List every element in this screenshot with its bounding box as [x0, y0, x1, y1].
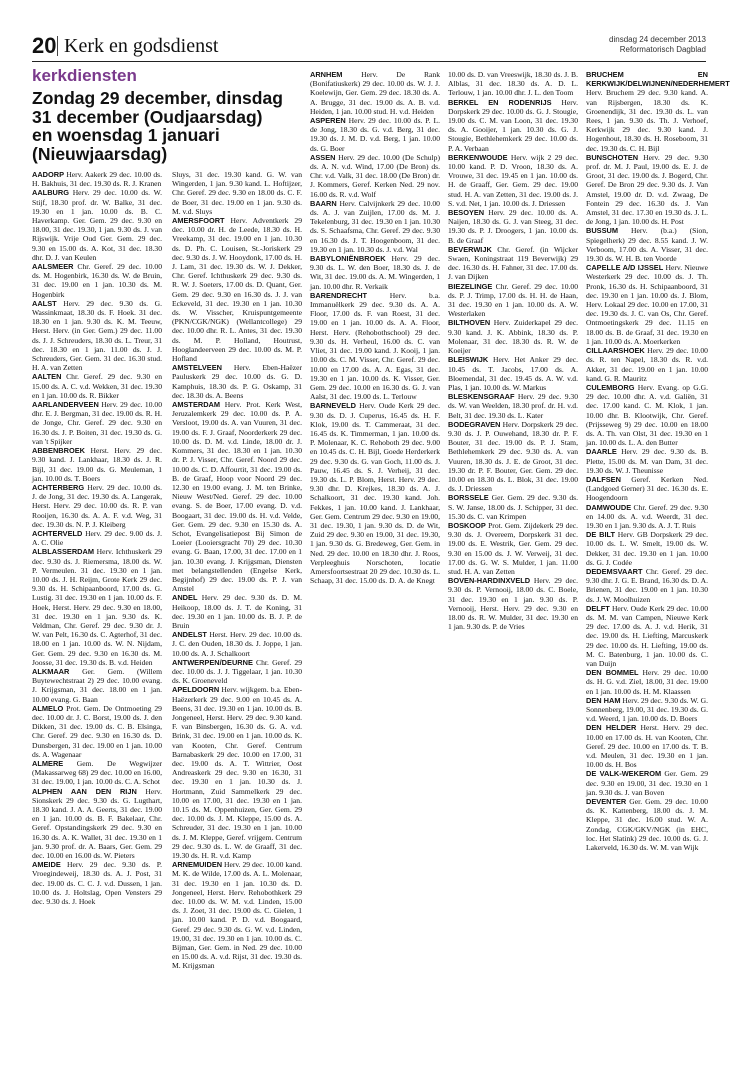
- place-name: CULEMBORG: [586, 382, 635, 392]
- church-listing: [586, 567, 708, 604]
- church-listing: [448, 493, 578, 521]
- place-name: ACHTERBERG: [32, 482, 85, 492]
- place-name: DELFT: [586, 603, 610, 613]
- church-listing: [448, 70, 578, 98]
- church-listing: [32, 262, 162, 299]
- church-listing: [586, 797, 708, 852]
- service-details: Herv. 29 dec. 10.00 ds. W. Stijf, 18.30 prof. dr. W. Balke, 31 dec. 19.30 en 1 jan. 10.00 ds. B. C. Haverkamp. Ger. Gem. 29 dec. 9.30 en 18.00, 31 dec. 19.30, 1 jan. 9.30 ds. J. van Rijswijk. Vrije Oud Ger. Gem. 29 dec. 9.30 en 15.00 ds. A. Kot, 31 dec. 18.30 dhr. D. J. van Keulen: [32, 188, 162, 262]
- service-details: Herv. Dorpskerk 29 dec. 10.00 ds. G. J. Stougie, 19.00 ds. C. M. van Loon, 31 dec. 19.30 ds. A. Gooijer, 1 jan. 10.30 ds. G. J. Stougie, Bethlehemkerk 29 dec. 10.00 ds. P. A. Verbaan: [448, 97, 579, 153]
- place-name: ALPHEN AAN DEN RIJN: [32, 786, 137, 796]
- place-name: BAARN: [310, 198, 337, 208]
- service-details: Chr. Geref. 29 dec. 9.30 en 14.00 ds. A. v.d. Weerdt, 31 dec. 19.30 en 1 jan. 9.30 ds. A. J. T. Ruis: [586, 502, 708, 530]
- masthead-meta: [609, 35, 706, 55]
- place-name: ALKMAAR: [32, 666, 70, 676]
- place-name: AMERSFOORT: [172, 216, 225, 226]
- service-details: Sluys, 31 dec. 19.30 kand. G. W. van Wingerden, 1 jan. 9.30 kand. L. Hoftijzer, Chr. Geref. 29 dec. 9.30 en 18.00 ds. C. F. de Boer, 31 dec. 19.00 en 1 jan. 9.30 ds. M. v.d. Sluys: [172, 170, 302, 216]
- place-name: ALMELO: [32, 703, 64, 713]
- church-listing: [172, 630, 302, 658]
- service-details: Herv. Bruchem 29 dec. 9.30 kand. A. van Rijsbergen, 18.30 ds. K. Groenendijk, 31 dec. 19.30 ds. L. van Rees, 1 jan. 9.30 ds. Th. J. Verhoef, Kerkwijk 29 dec. 9.30 kand. J. Hogenhout, 18.30 ds. H. Roseboom, 31 dec. 19.30 ds. C. H. Bijl: [586, 88, 708, 153]
- place-name: ASSEN: [310, 152, 336, 162]
- church-listing: [448, 153, 578, 208]
- place-name: DAMWOUDE: [586, 502, 632, 512]
- church-listing: [32, 759, 162, 787]
- service-details: Herv. 29 dec. 9.30 ds. W. van Weelden, 18.30 prof. dr. H. v.d. Belt, 31 dec. 19.30 ds. L. Kater: [448, 392, 578, 420]
- church-listing: [586, 226, 708, 263]
- church-listing: [586, 70, 730, 153]
- church-listing: [172, 170, 302, 216]
- service-details: Herst. Herv. 29 dec. 10.00 ds. J. C. den Ouden, 18.30 ds. J. Joppe, 1 jan. 10.00 ds. A. J. Schalkoort: [172, 630, 302, 658]
- service-details: Herv. 29 dec. 10.00 dhr. E. J. Bergman, 31 dec. 19.00 ds. R. H. de Jonge, Chr. Geref. 29 dec. 9.30 en 16.30 ds. J. P. Boiten, 31 dec. 19.30 ds. G. van 't Spijker: [32, 400, 162, 446]
- place-name: BOVEN-HARDINXVELD: [448, 576, 531, 586]
- church-listing: [310, 116, 440, 153]
- church-listing: [172, 860, 302, 970]
- church-listing: [310, 70, 440, 116]
- place-name: AALST: [32, 298, 57, 308]
- service-details: Herv. 29 dec. 10.00 ds. J. de Jong, 31 dec. 19.30 ds. A. Langerak, Herst. Herv. 29 dec. 10.00 ds. R. P. van Rooijen, 16.30 ds. A. A. F. v.d. Weg, 31 dec. 19.30 ds. N. P. J. Kleiberg: [32, 482, 162, 529]
- church-listing: [586, 503, 708, 531]
- church-listing: [310, 401, 440, 585]
- place-name: AARLANDERVEEN: [32, 400, 99, 410]
- church-listing: [32, 299, 162, 373]
- page-number: 20: [32, 33, 57, 58]
- church-listing: [448, 98, 578, 153]
- masthead-rule: [32, 61, 706, 62]
- service-details: Ger. Gem. 29 dec. 9.30 ds. S. W. Janse, 18.00 ds. J. Schipper, 31 dec. 15.30 ds. C. van Krimpen: [448, 493, 579, 521]
- service-details: Herv. 29 dec. 9.30 ds. L. W. den Boer, 18.30 ds. J. de Wit, 31 dec. 19.00 ds. A. M. Wingerden, 1 jan. 10.00 dhr. R. Verkaik: [310, 254, 440, 291]
- church-listing: [32, 860, 162, 906]
- listing-column-5: [586, 70, 730, 853]
- service-details: Herv. Nieuwe Westerkerk 29 dec. 10.00 ds. J. Th. Pronk, 16.30 ds. H. Schipaanboord, 31 dec. 19.30 en 1 jan. 10.00 ds. J. Blom, Herv. Lokaal 29 dec. 10.00 en 17.00, 31 dec. 19.30 ds. J. C. van Os, Chr. Geref. Ontmoetingskerk 29 dec. 11.15 en 18.00 ds. B. de Graaf, 31 dec. 19.30 en 1 jan. 10.00 ds. A. Moerkerken: [586, 263, 708, 346]
- place-name: DEDEMSVAART: [586, 566, 643, 576]
- church-listing: [448, 392, 578, 420]
- service-details: Chr. Geref. 29 dec. 10.00 ds. J. J. Tiggelaar, 1 jan. 10.30 ds. K. Groeneveld: [172, 657, 302, 686]
- service-details: Herv. Eben-Haëzer Pauluskerk 29 dec. 10.00 ds. G. D. Kamphuis, 18.30 ds. P. G. Oskamp, 31 dec. 18.30 ds. A. Beens: [172, 363, 302, 400]
- place-name: AMSTERDAM: [172, 400, 221, 410]
- church-listing: [32, 372, 162, 400]
- place-name: ANDELST: [172, 630, 207, 640]
- service-details: Herst. Herv. 29 dec. 10.00 en 17.00 ds. H. van Kooten, Chr. Geref. 29 dec. 10.00 en 17.00 ds. T. B. v.d. Meulen, 31 dec. 19.30 en 1 jan. 10.00 ds. H. Bos: [586, 723, 708, 770]
- service-details: Chr. Geref. (in Wijcker Swaen, Koningstraat 119 Beverwijk) 29 dec. 16.30 ds. H. Fahner, 31 dec. 17.00 ds. J. van Dijken: [448, 244, 578, 282]
- place-name: ALBLASSERDAM: [32, 547, 94, 557]
- service-details: Herv. 29 dec. 9.30 ds. P. Vroegindeweij, 18.30 ds. A. J. Post, 31 dec. 19.00 ds. C. C. J. v.d. Dussen, 1 jan. 10.00 ds. J. Holtslag, Open Vensters 29 dec. 9.30 ds. J. Hoek: [32, 860, 162, 907]
- service-details: Herv. 29 dec. 9.30 prof. dr. M. J. Paul, 19.00 ds. E. J. de Groot, 31 dec. 19.00 ds. J. Bogerd, Chr. Geref. De Bron 29 dec. 9.30 ds. J. Van Amstel, 19.00 dr. D. v.d. Zwaag, De Fontein 29 dec. 16.30 ds. J. Van Amstel, 31 dec. 17.30 en 19.30 ds. J. L. de Jong, 1 jan. 10.00 ds. H. Post: [586, 152, 708, 227]
- place-name: ANTWERPEN/DEURNE: [172, 657, 253, 667]
- church-listing: [448, 318, 578, 355]
- church-listing: [32, 188, 162, 262]
- service-details: Herv. 29 dec. 9.00 ds. J. A. C. Olie: [32, 528, 162, 548]
- service-details: Herv. 29 dec. 10.00 kand. M. K. de Wilde, 17.00 ds. A. L. Molenaar, 31 dec. 19.30 en 1 jan. 10.30 ds. D. Jongeneel, Herst. Herv. Rehobothkerk 29 dec. 10.00 ds. W. M. v.d. Linden, 15.00 ds. J. Zoet, 31 dec. 19.00 ds. C. Gielen, 1 jan. 10.00 kand. P. D. v.d. Boogaard, Geref. 29 dec. 9.30 ds. G. W. v.d. Linden, 19.00, 31 dec. 19.30 en 1 jan. 10.00 ds. C. Bijman, Ger. Gem. in Ned. 29 dec. 10.00 en 15.00 ds. A. v.d. Rijst, 31 dec. 19.30 ds. M. Krijgsman: [172, 860, 302, 971]
- service-details: Herv. Calvijnkerk 29 dec. 10.00 ds. A. J. van Zuijlen, 17.00 ds. M. J. Tekelenburg, 31 dec. 19.30 en 1 jan. 10.30 ds. S. Schaafsma, Chr. Geref. 29 dec. 9.30 en 16.30 ds. J. T. Hoogenboom, 31 dec. 19.30 en 1 jan. 10.30 ds. J. v.d. Wal: [310, 198, 440, 254]
- place-name: DE VALK-WEKEROM: [586, 769, 662, 779]
- place-name: BILTHOVEN: [448, 318, 491, 328]
- church-listing: [172, 593, 302, 630]
- place-name: BUSSUM: [586, 226, 619, 236]
- church-listing: [32, 446, 162, 483]
- church-listing: [586, 475, 708, 503]
- service-details: Herv. (b.a.) (Sion, Spiegelherk) 29 dec. 8.55 kand. J. W. Verboom, 17.00 ds. A. Visser, 31 dec. 19.30 ds. W. H. B. ten Voorde: [586, 226, 708, 264]
- service-details: Herv. 29 dec. 9.30 ds. W. G. Sonnenberg, 19.00, 31 dec. 19.30 ds. G. v.d. Weerd, 1 jan. 10.00 ds. D. Boers: [586, 695, 708, 724]
- service-details: Prot. Gem. De Ontmoeting 29 dec. 10.00 dr. J. C. Borst, 19.00 ds. J. den Dikken, 31 dec. 19.00 ds. C. B. Elsinga, Chr. Geref. 29 dec. 9.30 en 16.30 ds. D. Dunsbergen, 31 dec. 19.00 en 1 jan. 10.00 ds. A. Wagenaar: [32, 703, 162, 759]
- place-name: DEN HAM: [586, 695, 621, 705]
- church-listing: [586, 447, 708, 475]
- service-details: Herv. 29 dec. 9.30 ds. B. Plette, 15.00 ds. M. van Dam, 31 dec. 19.30 ds. W. J. Theunisse: [586, 447, 708, 475]
- service-details: Ger. Gem. 29 dec. 10.00 ds. K. Kattenberg, 18.00 ds. J. M. Kleppe, 31 dec. 16.00 stud. W. A. Zondag, CGK/GKV/NGK (in EHC, loc. Het Slatink) 29 dec. 10.00 ds. G. J. Lakerveld, 16.30 ds. W. M. van Wijk: [586, 797, 709, 853]
- service-details: Herv. Sionskerk 29 dec. 9.30 ds. G. Lugthart, 18.30 kand. J. A. A. Geerts, 31 dec. 19.00 en 1 jan. 10.00 ds. B. F. Bakelaar, Chr. Geref. Opstandingskerk 29 dec. 9.30 en 16.30 ds. A. K. Wallet, 31 dec. 19.30 en 1 jan. 9.30 prof. dr. A. Baars, Ger. Gem. 29 dec. 10.00 en 16.00 ds. W. Pieters: [32, 786, 162, 861]
- service-details: Herv. 29 dec. 10.00 ds. H. G. v.d. Ziel, 18.00, 31 dec. 19.00 en 1 jan. 10.00 ds. H. M. Klaassen: [586, 668, 708, 696]
- church-listing: [586, 530, 708, 567]
- church-listing: [586, 668, 708, 696]
- place-name: DEVENTER: [586, 797, 627, 807]
- church-listing: [32, 547, 162, 667]
- place-name: DALFSEN: [586, 474, 621, 484]
- church-listing: [586, 263, 708, 346]
- service-details: Chr. Geref. 29 dec. 9.30 en 15.00 ds. A. C. v.d. Wekken, 31 dec. 19.30 en 1 jan. 10.00 ds. R. Bikker: [32, 372, 162, 400]
- section-title: Kerk en godsdienst: [64, 35, 219, 57]
- place-name: BORSSELE: [448, 493, 489, 503]
- place-name: CAPELLE A/D IJSSEL: [586, 263, 664, 273]
- place-name: APELDOORN: [172, 685, 220, 695]
- service-details: Herv. Oude Kerk 29 dec. 9.30 ds. D. J. Cuperus, 16.45 ds. H. F. Klok, 19.00 ds. T. Cammeraat, 31 dec. 16.45 ds. K. Timmerman, 1 jan. 10.00 ds. P. Molenaar, K. C. Rehoboth 29 dec. 9.00 en 10.45 ds. C. H. Bijl, Goede Herderkerk 29 dec. 9.30 ds. G. van Goch, 11.00 ds. J. Pauw, 16.45 ds. S. J. Verheij, 31 dec. 19.30 ds. L. P. Blom, Herst. Herv. 29 dec. 9.30 dhr. D. Krejkes, 18.30 ds. A. J. Schalkoort, 31 dec. 19.30 kand. Joh. Fekkes, 1 jan. 10.00 kand. J. Lankhaar, Ger. Gem. Centrum 29 dec. 9.30 en 19.00, 31 dec. 19.30, 1 jan. 9.30 ds. D. de Wit, Zuid 29 dec. 9.30 en 19.00, 31 dec. 19.30, 1 jan. 9.30 ds. G. Bredeweg, Ger. Gem. in Ned. 29 dec. 10.00 en 18.30 dhr. J. Roos, Verpleeghuis Norschoten, locatie Amersfoortsestraat 20 29 dec. 10.30 ds. L. Schaap, 31 dec. 15.00 ds. D. A. de Knegt: [310, 401, 440, 586]
- place-name: DEN BOMMEL: [586, 668, 639, 678]
- place-name: BARNEVELD: [310, 401, 356, 411]
- service-details: Herv. De Rank (Bonifatiuskerk) 29 dec. 10.00 ds. W. J. J. Koelewijn, Ger. Gem. 29 dec. 18.30 ds. A. A. Brugge, 31 dec. 19.00 ds. A. B. v.d. Heiden, 1 jan. 10.00 stud. H. v.d. Heiden: [310, 70, 440, 116]
- church-listing: [310, 291, 440, 401]
- church-listing: [448, 208, 578, 245]
- church-listing: [586, 153, 708, 227]
- service-details: Herv. wijk 2 29 dec. 10.00 kand. P. D. Vroon, 18.30 ds. A. Vrouwe, 31 dec. 19.45 en 1 jan. 10.00 ds. H. de Graaff, Ger. Gem. 29 dec. 19.00 stud. H. A. van Zetten, 31 dec. 19.00 ds. J. S. v.d. Net, 1 jan. 10.00 ds. J. Driessen: [448, 152, 578, 208]
- service-details: Herv. wijkgem. b.a. Eben-Haëzerkerk 29 dec. 9.00 en 10.45 ds. A. Beens, 31 dec. 19.30 en 1 jan. 10.00 ds. B. Jongeneel, Herst. Herv. 29 dec. 9.30 kand. F. van Binsbergen, 16.30 ds. G. A. v.d. Brink, 31 dec. 19.00 en 1 jan. 10.00 ds. K. van Kooten, Chr. Geref. Centrum Barnabaskerk 29 dec. 10.00 en 17.00, 31 dec. 19.00 ds. A. T. Wittrier, Oost Andreaskerk 29 dec. 9.30 en 16.30, 31 dec. 19.30 en 1 jan. 10.30 ds. J. Hortmann, Zuid Sammelkerk 29 dec. 10.00 en 17.00, 31 dec. 19.30 en 1 jan. 10.15 ds. M. Oppenhuizen, Ger. Gem. 29 dec. 10.00 ds. J. M. Kleppe, 15.00 ds. A. Schreuder, 31 dec. 19.30 en 1 jan. 10.00 ds. J. M. Kleppe, Geref. vrijgem. Centrum 29 dec. 9.30 ds. L. W. de Graaff, 31 dec. 19.30 ds. H. R. v.d. Kamp: [172, 685, 302, 861]
- place-name: DAARLE: [586, 447, 617, 457]
- church-listing: [32, 400, 162, 446]
- service-details: Herv. 29 dec. 9.30 ds. G. Wassinkmaat, 18.30 ds. F. Hoek. 31 dec. 18.30 en 1 jan. 9.30 ds. K. M. Teeuw, Herst. Herv. (in Ger. Gem.) 29 dec. 11.00 ds. J. J. Schreuders, 18.30 ds. L. Treur, 31 dec. 18.30 en 1 jan. 11.00 ds. J. J. Schreuders, Ger. Gem. 31 dec. 16.30 stud. H. A. van Zetten: [32, 298, 162, 373]
- place-name: ARNHEM: [310, 70, 343, 79]
- service-details: Chr. Geref. 29 dec. 9.30 dhr. J. G. E. Brand, 16.30 ds. D. A. Brienen, 31 dec. 19.00 en 1 jan. 10.30 ds. J. W. Moolhuizen: [586, 566, 708, 604]
- service-details: Herv. Prot. Kerk West, Jeruzalemkerk 29 dec. 10.00 ds. P. A. Versloot, 19.00 ds. A. van Vuuren, 31 dec. 19.00 ds. F. J. Graaf, Noorderkerk 29 dec. 10.00 ds. D. M. v.d. Linde, 18.00 dr. J. Kommers, 31 dec. 18.30 en 1 jan. 10.30 dr. P. J. Visser, Chr. Geref. Noord 29 dec. 10.00 ds. C. D. Affourtit, 31 dec. 19.00 ds. B. de Graaf, Hoop voor Noord 29 dec. 12.30 en 19.00 evang. J. M. ten Brinke, Nieuw West/Ned. Geref. 29 dec. 10.00 evang. S. de Boer, 17.00 evang. D. v.d. Boogaart, 31 dec. 19.00 ds. H. v.d. Velde, Ger. Gem. 29 dec. 9.30 en 15.30 ds. A. Schot, Evangelisatiepost Bij Simon de Loeier (Looiersgracht 70) 29 dec. 10.30 evang. G. Baan, 17.00, 31 dec. 17.00 en 1 jan. 10.30 evang. J. Krijgsman, Diensten met belangstellenden (Engelse Kerk, Begijnhof) 29 dec. 19.00 ds. P. J. van Amstel: [172, 400, 302, 594]
- article-heading: [32, 66, 287, 163]
- church-listing: [448, 282, 578, 319]
- headline: Zondag 29 december, dinsdag 31 december (Oudjaarsdag) en woensdag 1 januari (Nieuwjaarsdag): [32, 88, 283, 164]
- service-details: Herv. 29 dec. 10.00 ds. A. Naijen, 18.30 ds. G. J. van Steeg, 31 dec. 19.30 ds. P. J. Droogers, 1 jan. 10.00 ds. B. de Graaf: [448, 208, 578, 245]
- service-details: Chr. Geref. 29 dec. 10.00 ds. M. Hogenbirk, 16.30 ds. W. de Bruin, 31 dec. 19.00 en 1 jan. 10.30 ds. M. Hogenbirk: [32, 262, 162, 299]
- service-details: Herv. 29 dec. 9.30 ds. P. Vernooij, 18.00 ds. C. Boele, 31 dec. 19.30 en 1 jan. 9.30 ds. P. Vernooij, Herst. Herv. 29 dec. 9.30 en 18.00 ds. R. W. Mulder, 31 dec. 19.30 en 1 jan. 9.30 ds. P. de Vries: [448, 576, 578, 632]
- service-details: Ger. Gem. (Willem Buytewechtstraat 2) 29 dec. 10.00 evang. J. Krijgsman, 31 dec. 18.00 en 1 jan. 10.00 evang. G. Baan: [32, 666, 162, 704]
- place-name: AALTEN: [32, 372, 62, 382]
- issue-date: dinsdag 24 december 2013: [609, 35, 706, 44]
- service-details: Gem. De Wegwijzer (Makassarweg 68) 29 dec. 10.00 en 16.00, 31 dec. 19.00, 1 jan. 10.00 ds. C. A. Schot: [32, 759, 163, 787]
- listing-column-3: [310, 70, 440, 585]
- place-name: CILLAARSHOEK: [586, 346, 645, 356]
- service-details: Herv. Zuiderkapel 29 dec. 9.30 kand. J. K. Abbink, 18.30 ds. P. Molenaar, 31 dec. 18.30 ds. R. W. de Koeijer: [448, 318, 578, 356]
- service-details: Herv. 29 dec. 10.00 ds. R. ten Napel, 18.30 ds. R. v.d. Akker, 31 dec. 19.00 en 1 jan. 10.00 kand. G. R. Mauritz: [586, 346, 708, 383]
- church-listing: [586, 696, 708, 724]
- church-listing: [586, 723, 708, 769]
- church-listing: [448, 576, 578, 631]
- place-name: BARENDRECHT: [310, 290, 368, 300]
- church-listing: [32, 170, 162, 188]
- church-listing: [32, 787, 162, 861]
- church-listing: [448, 521, 578, 576]
- place-name: DEN HELDER: [586, 723, 637, 733]
- place-name: AALSMEER: [32, 262, 74, 272]
- place-name: AMSTELVEEN: [172, 363, 222, 373]
- place-name: BERKEL EN RODENRIJS: [448, 97, 552, 107]
- service-details: Herv. 29 dec. 10.00 ds. P. L. de Jong, 18.30 ds. G. v.d. Berg, 31 dec. 19.30 ds. J. M. D. v.d. Berg, 1 jan. 10.00 ds. G. Boer: [310, 116, 440, 153]
- church-listing: [586, 769, 708, 797]
- service-details: Herst. Herv. 29 dec. 9.30 kand. J. Lankhaar, 18.30 ds. J. R. Bijl, 31 dec. 19.00 ds. G. Meuleman, 1 jan. 10.00 ds. T. Boers: [32, 446, 162, 483]
- service-details: Prot. Gem. Zijdekerk 29 dec. 9.30 ds. J. Overeem, Dorpskerk 31 dec. 19.00 ds. E. Westrik, Ger. Gem. 29 dec. 9.30 en 15.00 ds. J. W. Verweij, 31 dec. 17.00 ds. G. W. S. Mulder, 1 jan. 11.00 stud. H. A. van Zetten: [448, 520, 578, 576]
- place-name: BRUCHEM EN KERKWIJK/DELWIJNEN/NEDERHEMERT: [586, 70, 730, 89]
- place-name: BLESKENSGRAAF: [448, 392, 515, 402]
- place-name: BUNSCHOTEN: [586, 152, 639, 162]
- masthead: [32, 34, 706, 60]
- place-name: AMEIDE: [32, 860, 61, 870]
- place-name: BABYLONIËNBROEK: [310, 254, 386, 264]
- service-details: 10.00 ds. D. van Vreeswijk, 18.30 ds. J. B. Alblas, 31 dec. 18.30 ds. A. D. L. Terlouw, 1 jan. 10.00 dhr. J. L. den Toom: [448, 70, 578, 98]
- church-listing: [448, 420, 578, 494]
- church-listing: [448, 245, 578, 282]
- service-details: Geref. Kerken Ned. (Landgoed Gerner) 31 dec. 16.30 ds. E. Hoogendoorn: [586, 474, 708, 503]
- place-name: ABBENBROEK: [32, 446, 85, 456]
- church-listing: [32, 483, 162, 529]
- place-name: BESOYEN: [448, 208, 485, 218]
- service-details: Herv. Ichthuskerk 29 dec. 9.30 ds. J. Riemersma, 18.00 ds. W. P. Vermeulen. 31 dec. 19.30 en 1 jan. 10.00 ds. J. H. Reijm, Grote Kerk 29 dec. 9.30 ds. H. Schipaanboord, 17.00 ds. G. Lustig. 31 dec. 19.30 en 1 jan. 10.00 ds. F. Hoek, Herst. Herv. 29 dec. 9.30 en 18.00, 31 dec. 19.30 en 1 jan. 9.30 ds. K. Veldman, Chr. Geref. 29 dec. 9.30 dr. J. W. van Pelt, 16.30 ds. C. Agterhof, 31 dec. 18.00 en 1 jan. 10.00 ds. W. N. Nijdam, Ger. Gem. 29 dec. 9.30 en 16.30 ds. M. Joosse, 31 dec. 19.30 ds. B. v.d. Heiden: [32, 547, 162, 667]
- church-listing: [172, 363, 302, 400]
- service-details: Herv. Adventkerk 29 dec. 10.00 dr. H. de Leede, 18.30 ds. H. Vreekamp, 31 dec. 19.00 en 1 jan. 10.30 ds. D. Ph. C. Louisen, St.-Joriskerk 29 dec. 9.30 ds. J. W. Hooydonk, 17.00 ds. H. J. Lam, 31 dec. 19.30 ds. W. J. Dekker, Chr. Geref. Ichthuskerk 29 dec. 9.30 ds. R. W. J. Soeters, 17.00 ds. D. Quant, Ger. Gem. 29 dec. 9.30 en 16.30 ds. J. J. van Eckeveld, 31 dec. 19.30 en 1 jan. 10.30 ds. W. Visscher, Kruispuntgemeente (PKN/CGK/NGK) (Wellantcollege) 29 dec. 10.00 dhr. R. L. Antes, 31 dec. 19.30 ds. M. P. Holland, Houtrust, Hooglandeerveen 29 dec. 10.00 ds. M. P. Hofland: [172, 216, 303, 364]
- church-listing: [172, 658, 302, 686]
- listing-column-2: [172, 170, 302, 971]
- service-details: Herv. b.a. Immanuëlkerk 29 dec. 9.30 ds. A. A. Floor, 17.00 ds. F. van Roest, 31 dec. 19.00 en 1 jan. 10.00 ds. A. A. Floor, Herst. Herv. (Rehobothschool) 29 dec. 9.30 ds. H. Verheul, 16.00 ds. C. van Vliet, 31 dec. 19.00 kand. J. Kooij, 1 jan. 10.00 ds. C. M. Visser, Chr. Geref. 29 dec. 10.00 en 17.00 ds. A. A. Egas, 31 dec. 19.30 en 1 jan. 10.00 ds. K. Visser, Ger. Gem. 29 dec. 10.00 en 16.30 ds. G. J. van Aalst, 31 dec. 19.00 ds. L. Terlouw: [310, 290, 440, 402]
- church-listing: [172, 216, 302, 363]
- church-listing: [586, 383, 708, 447]
- church-listing: [32, 529, 162, 547]
- place-name: BODEGRAVEN: [448, 419, 501, 429]
- service-details: Ger. Gem. 29 dec. 9.30 en 19.00, 31 dec. 19.30 en 1 jan. 9.30 ds. J. van Boven: [586, 769, 708, 797]
- listing-column-4: [448, 70, 578, 631]
- service-details: Herv. Het Anker 29 dec. 10.45 ds. T. Jacobs, 17.00 ds. A. Bloemendal, 31 dec. 19.45 ds. A. W. v.d. Plas, 1 jan. 10.00 ds. W. Markus: [448, 355, 579, 392]
- church-listing: [172, 400, 302, 593]
- place-name: BERKENWOUDE: [448, 152, 508, 162]
- place-name: ACHTERVELD: [32, 528, 83, 538]
- place-name: BEVERWIJK: [448, 244, 492, 254]
- place-name: ANDEL: [172, 593, 198, 603]
- service-details: Herv. Aakerk 29 dec. 10.00 ds. H. Bakhuis, 31 dec. 19.30 ds. R. J. Kranen: [32, 170, 162, 189]
- church-listing: [448, 355, 578, 392]
- service-details: Herv. Oude Kerk 29 dec. 10.00 ds. M. M. van Campen, Nieuwe Kerk 29 dec. 17.00 ds. A. J. v.d. Herik, 31 dec. 19.00 ds. H. Liefting, Marcuskerk 29 dec. 10.00 ds. H. Liefting, 19.00 ds. M. C. Batenburg, 1 jan. 10.00 ds. C. van Duijn: [586, 603, 708, 668]
- church-listing: [586, 604, 708, 668]
- church-listing: [32, 704, 162, 759]
- service-details: Herv. Dorpskerk 29 dec. 9.30 ds. J. P. Ouwehand, 18.30 dr. P. F. Bouter, 31 dec. 19.00 ds. P. J. Stam, Bethlehemkerk 29 dec. 9.30 ds. A. van Vuuren, 18.30 ds. J. E. de Groot, 31 dec. 19.30 dr. P. F. Bouter, Ger. Gem. 29 dec. 10.00 en 18.30 ds. L. Blok, 31 dec. 19.00 ds. J. Driessen: [448, 419, 578, 494]
- church-listing: [310, 199, 440, 254]
- service-details: Herv. 29 dec. 9.30 ds. D. M. Heikoop, 18.00 ds. J. T. de Koning, 31 dec. 19.30 en 1 jan. 10.00 ds. B. J. P. de Bruin: [172, 593, 302, 630]
- service-details: Chr. Geref. 29 dec. 10.00 ds. P. J. Trimp, 17.00 ds. H. H. de Haan, 31 dec. 19.30 en 1 jan. 10.00 ds. A. W. Westerlaken: [448, 281, 578, 319]
- masthead-separator: [57, 36, 58, 56]
- place-name: AADORP: [32, 170, 65, 179]
- church-listing: [32, 667, 162, 704]
- church-listing: [586, 346, 708, 383]
- place-name: BLEISWIJK: [448, 355, 489, 365]
- service-details: Herv. GB Dorpskerk 29 dec. 10.00 ds. L. W. Smelt, 19.00 ds. W. Dekker, 31 dec. 19.30 en 1 jan. 10.00 ds. G. J. Codée: [586, 530, 708, 567]
- place-name: BOSKOOP: [448, 520, 486, 530]
- church-listing: [310, 153, 440, 199]
- listing-column-1: [32, 170, 162, 906]
- place-name: ALMERE: [32, 759, 64, 768]
- paper-name: Reformatorisch Dagblad: [619, 45, 706, 54]
- place-name: AALBURG: [32, 188, 69, 198]
- place-name: ASPEREN: [310, 116, 346, 126]
- place-name: DE BILT: [586, 530, 616, 540]
- place-name: ARNEMUIDEN: [172, 860, 223, 870]
- service-details: Herv. 29 dec. 10.00 (De Schulp) ds. A. N. v.d. Wind, 17.00 (De Bron) ds. Chr. v.d. Valk, 31 dec. 18.00 (De Bron) dr. J. Kommers, Geref. Kerken Ned. 29 nov. 16.00 ds. R. v.d. Wolf: [310, 152, 440, 199]
- place-name: BIEZELINGE: [448, 281, 493, 291]
- church-listing: [172, 685, 302, 860]
- church-listing: [310, 254, 440, 291]
- kicker: kerkdiensten: [32, 66, 137, 85]
- service-details: Herv. Evang. op G.G. 29 dec. 10.00 dhr. A. v.d. Galiën, 31 dec. 17.00 kand. C. M. Klok, 1 jan. 10.00 dhr. B. Klootwijk, Chr. Geref. (Prijsseweg 9) 29 dec. 10.00 en 18.00 ds. A. Th. van Olst, 31 dec. 19.30 en 1 jan. 10.00 ds. L. A. den Butter: [586, 382, 708, 448]
